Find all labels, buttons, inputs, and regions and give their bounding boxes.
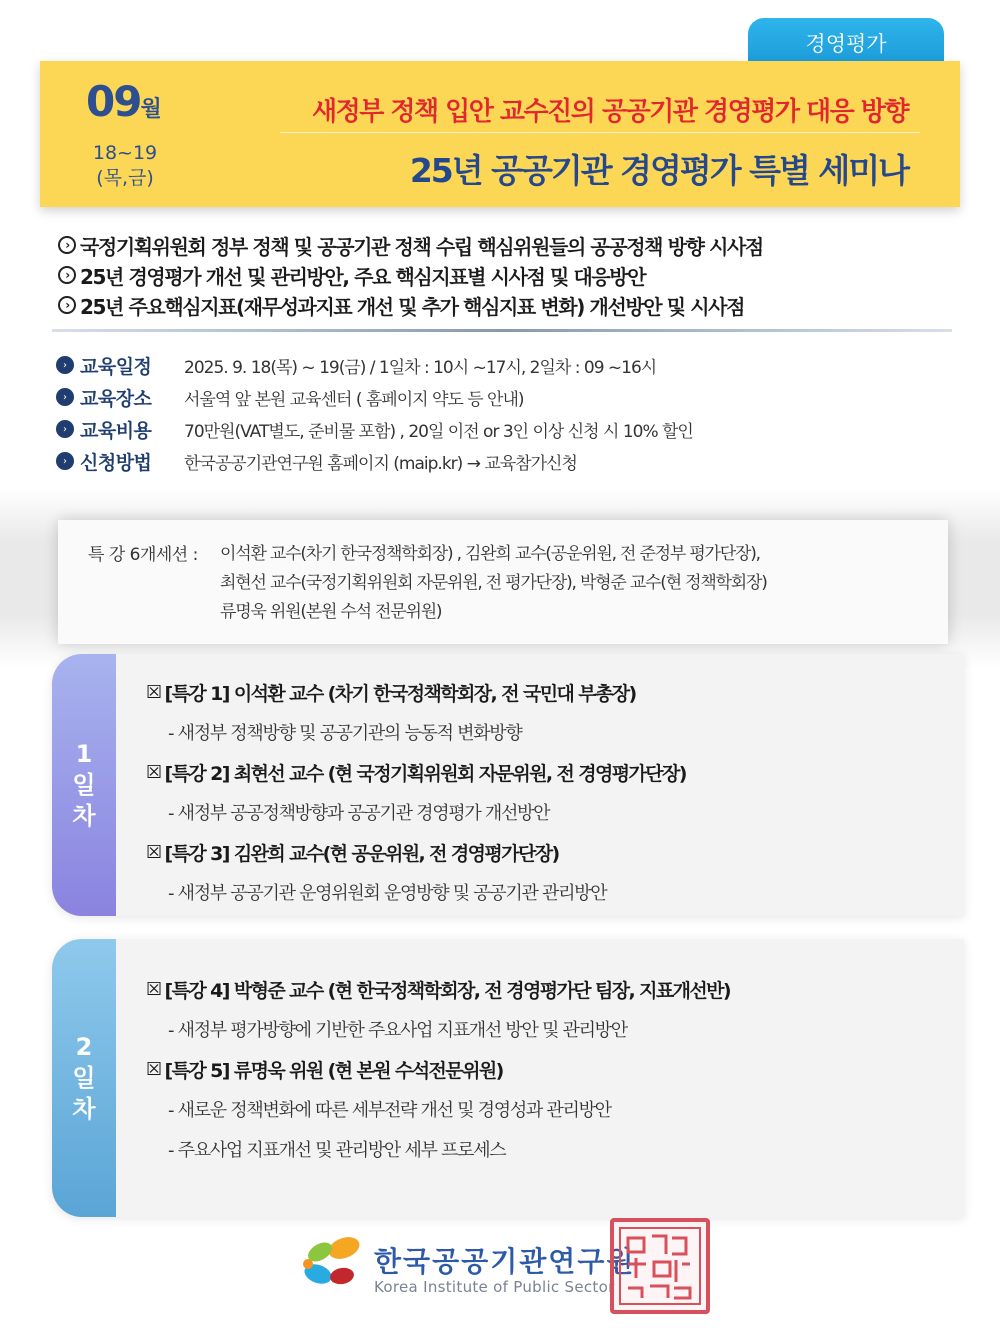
checkbox-x-icon: ☒ [146, 681, 161, 703]
lecture-title [146, 752, 686, 792]
lecture-topic: - 새정부 정책방향 및 공공기관의 능동적 변화방향 [168, 723, 522, 744]
highlight-text: 25년 경영평가 개선 및 관리방안, 주요 핵심지표별 시사점 및 대응방안 [80, 264, 646, 289]
info-label: 교육장소 [80, 387, 152, 410]
sessions-line: 최현선 교수(국정기획위원회 자문위원, 전 평가단장), 박형준 교수(현 정책학회장) [220, 573, 767, 593]
info-value: 한국공공기관연구원 홈페이지 (maip.kr) → 교육참가신청 [184, 453, 577, 474]
lecture-topic: - 새정부 평가방향에 기반한 주요사업 지표개선 방안 및 관리방안 [168, 1020, 627, 1041]
official-seal-stamp [610, 1218, 710, 1314]
day-label-char: 일 [72, 1063, 96, 1092]
day1-lectures [146, 672, 686, 912]
header-title: 25년 공공기관 경영평가 특별 세미나 [409, 151, 908, 190]
lecture-title-text: [특강 3] 김완희 교수(현 공운위원, 전 경영평가단장) [164, 842, 559, 865]
day-label-char: 2 [75, 1032, 93, 1061]
info-row-registration [56, 445, 693, 477]
info-label: 교육일정 [80, 355, 152, 378]
org-logo-icon [298, 1234, 364, 1294]
day-label-char: 차 [72, 801, 96, 830]
lecture-title [146, 672, 686, 712]
info-row-schedule [56, 349, 693, 381]
chevron-bullet-icon: › [56, 420, 74, 438]
sessions-line: 이석환 교수(차기 한국정책학회장) , 김완희 교수(공운위원, 전 준정부 평가단장), [220, 544, 760, 564]
info-label: 교육비용 [80, 419, 152, 442]
info-row-cost [56, 413, 693, 445]
month-unit: 월 [140, 97, 162, 122]
day1-label-strip [52, 654, 116, 916]
highlight-text: 국정기획위원회 정부 정책 및 공공기관 정책 수립 핵심위원들의 공공정책 방향 시사점 [80, 234, 763, 259]
lecture-title-text: [특강 2] 최현선 교수 (현 국정기획위원회 자문위원, 전 경영평가단장) [164, 762, 686, 785]
event-weekdays: (목,금) [96, 167, 154, 189]
info-value: 70만원(VAT별도, 준비물 포함) , 20일 이전 or 3인 이상 신청 시 10% 할인 [184, 421, 693, 442]
header-divider [280, 132, 920, 133]
sessions-speakers [220, 540, 767, 627]
info-list [56, 349, 693, 477]
highlight-item [58, 230, 763, 260]
checkbox-x-icon: ☒ [146, 841, 161, 863]
sessions-summary-box [58, 520, 948, 644]
lecture-topic: - 주요사업 지표개선 및 관리방안 세부 프로세스 [168, 1140, 506, 1161]
lecture-topic: - 새정부 공공기관 운영위원회 운영방향 및 공공기관 관리방안 [168, 883, 607, 904]
highlight-text: 25년 주요핵심지표(재무성과지표 개선 및 추가 핵심지표 변화) 개선방안 및 시사점 [80, 294, 745, 319]
event-days [88, 141, 162, 191]
day1-card [52, 654, 964, 916]
circle-chevron-icon: › [58, 236, 76, 254]
header-subtitle: 새정부 정책 입안 교수진의 공공기관 경영평가 대응 방향 [311, 97, 908, 127]
day-label-char: 차 [72, 1094, 96, 1123]
lecture-topic: - 새정부 공공정책방향과 공공기관 경영평가 개선방안 [168, 803, 550, 824]
info-label: 신청방법 [80, 451, 152, 474]
month-number: 09 [86, 77, 141, 126]
lecture-title-text: [특강 5] 류명욱 위원 (현 본원 수석전문위원) [164, 1059, 503, 1082]
chevron-bullet-icon: › [56, 356, 74, 374]
info-value: 2025. 9. 18(목) ~ 19(금) / 1일차 : 10시 ~17시, 2일차 : 09 ~16시 [184, 357, 657, 378]
sessions-line: 류명욱 위원(본원 수석 전문위원) [220, 602, 442, 622]
highlight-item [58, 260, 763, 290]
checkbox-x-icon: ☒ [146, 1058, 161, 1080]
highlights-list [58, 230, 763, 320]
header-banner [40, 61, 960, 207]
lecture-title-text: [특강 4] 박형준 교수 (현 한국정책학회장, 전 경영평가단 팀장, 지표개선반) [164, 979, 730, 1002]
lecture-title [146, 1049, 730, 1089]
chevron-bullet-icon: › [56, 452, 74, 470]
category-tab: 경영평가 [748, 18, 944, 68]
lecture-topic: - 새로운 정책변화에 따른 세부전략 개선 및 경영성과 관리방안 [168, 1100, 611, 1121]
seal-pattern [610, 1218, 710, 1314]
day-label-char: 1 [75, 739, 93, 768]
day-label-char: 일 [72, 770, 96, 799]
circle-chevron-icon: › [58, 296, 76, 314]
section-divider [52, 329, 952, 332]
info-row-location [56, 381, 693, 413]
lecture-title [146, 969, 730, 1009]
event-day-range: 18~19 [92, 142, 158, 164]
day2-card [52, 939, 964, 1217]
lecture-title-text: [특강 1] 이석환 교수 (차기 한국정책학회장, 전 국민대 부총장) [164, 682, 636, 705]
day2-lectures [146, 969, 730, 1169]
highlight-item [58, 290, 763, 320]
chevron-bullet-icon: › [56, 388, 74, 406]
org-name-english: Korea Institute of Public Sector [374, 1278, 615, 1296]
checkbox-x-icon: ☒ [146, 761, 161, 783]
lecture-title [146, 832, 686, 872]
day2-label-strip [52, 939, 116, 1217]
circle-chevron-icon: › [58, 266, 76, 284]
checkbox-x-icon: ☒ [146, 978, 161, 1000]
event-month [86, 77, 162, 126]
sessions-label: 특 강 6개세션 : [88, 545, 198, 565]
org-name-korean: 한국공공기관연구원 [374, 1245, 636, 1278]
info-value: 서울역 앞 본원 교육센터 ( 홈페이지 약도 등 안내) [184, 389, 524, 410]
